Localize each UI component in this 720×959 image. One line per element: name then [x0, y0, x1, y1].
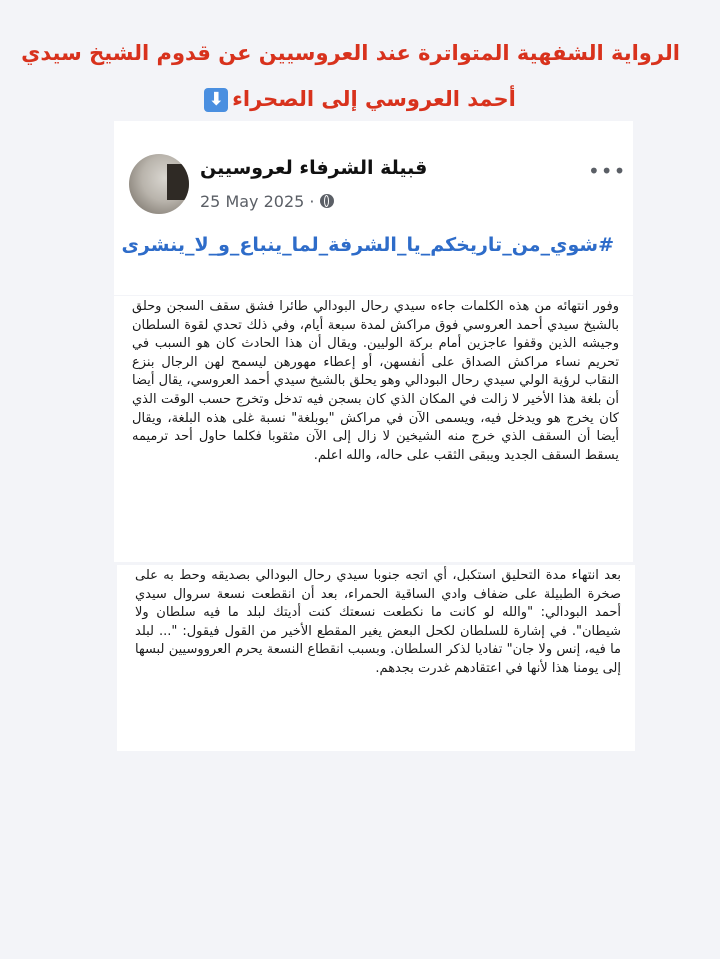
scanned-text-excerpt-2 [117, 565, 635, 751]
meta-separator: · [309, 192, 315, 211]
post-hashtag[interactable]: #شوي_من_تاريخكم_يا_الشرفة_لما_ينباع_و_لا_ينشرى [121, 234, 614, 256]
scanned-text-excerpt-1 [114, 296, 633, 562]
down-arrow-icon: ⬇ [204, 88, 228, 112]
facebook-post-card [114, 121, 633, 295]
post-meta [200, 192, 334, 211]
post-date[interactable]: 25 May 2025 [200, 192, 305, 211]
more-options-icon[interactable]: ••• [588, 159, 627, 183]
headline-line-2 [40, 76, 680, 122]
headline-line-1: الرواية الشفهية المتواترة عند العروسيين عن قدوم الشيخ سيدي [21, 41, 680, 65]
headline [21, 30, 680, 122]
page-name[interactable]: قبيلة الشرفاء لعروسيين [200, 157, 428, 179]
scanned-text-1: وفور انتهائه من هذه الكلمات جاءه سيدي رحال البودالي طائرا فشق سقف السجن وحلق بالشيخ سيدي أحمد العروسي فوق مراكش لمدة سبعة أيام، وفي ذلك تحدي لقوة السلطان وجيشه الذين وقفوا عاجزين أمام بركة الوليين. ويقال أن هذا الحادث كان هو السبب في تحريم نساء مراكش الصداق على أنفسهن، أو إعطاء مهورهن ليسمح لهن الرجال بنزع النقاب لرؤية الولي سيدي رحال البودالي وهو يحلق بالشيخ سيدي أحمد العروسي، يقال أيضا أن بلغة هذا الأخير لا زالت في المكان الذي كان بسجن فيه تدخل وتخرج حسب الوقت الذي كان يخرج هو ويدخل فيه، ويسمى الآن في مراكش "بوبلغة" نسبة غلى هذه البلغة، ويقال أيضا أن السقف الذي خرج منه الشيخين لا زال إلى الآن مثقوبا فكلما حاول أحد ترميمه يسقط السقف الجديد ويبقى الثقب على حاله، والله اعلم. [132, 299, 619, 463]
page-avatar[interactable] [129, 154, 189, 214]
avatar-photo-shade [167, 164, 189, 200]
scanned-text-2: بعد انتهاء مدة التحليق استكبل، أي اتجه جنوبا سيدي رحال البودالي بصديقه وحط به على صخرة الطبيلة على ضفاف وادي الساقية الحمراء، بعد أن انقطعت نسعة سروال سيدي أحمد البودالي: "والله لو كانت ما نكطعت نسعتك كنت أديتك لبلد ما فيه سلطان ولا شيطان". في إشارة للسلطان لكحل البعض يغير المقطع الأخير من القول فيقول: "... لبلد ما فيه، إنس ولا جان" تفاديا لذكر السلطان. وبسبب انقطاع النسعة يحرم العرووسيين لبسها إلى يومنا هذا لأنها في اعتقادهم غدرت بجدهم. [135, 568, 621, 676]
globe-icon [320, 194, 334, 208]
headline-line-2-text: أحمد العروسي إلى الصحراء [232, 87, 516, 111]
